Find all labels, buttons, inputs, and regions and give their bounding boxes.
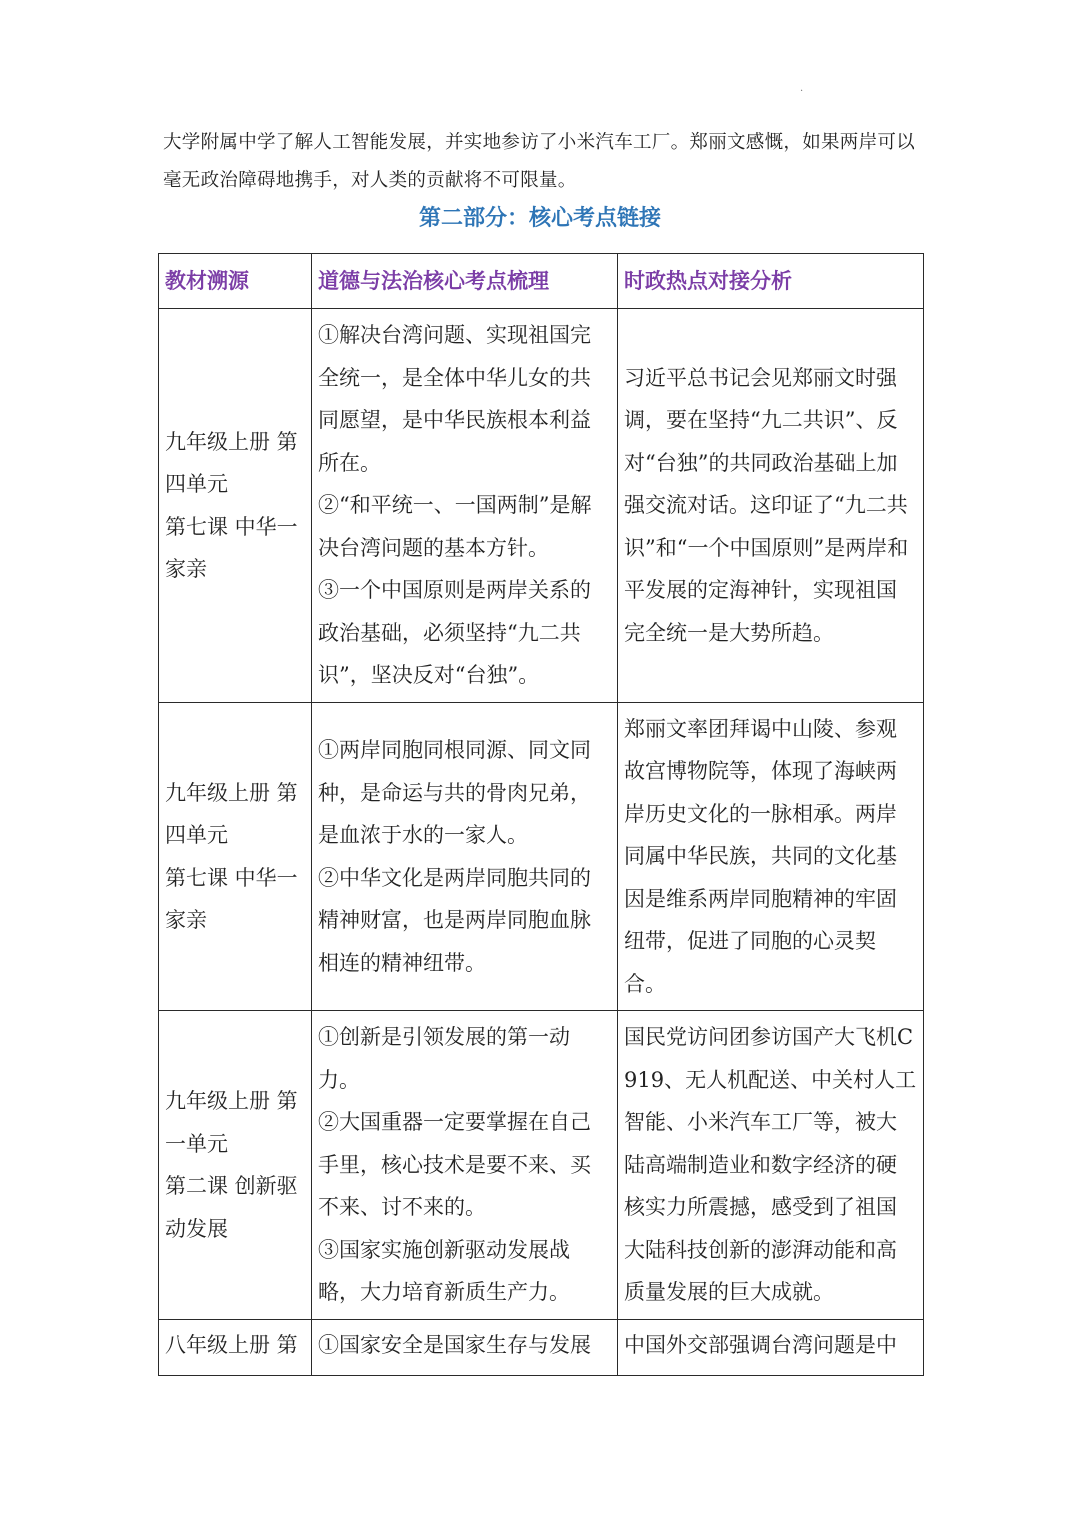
source-line: 第二课 创新驱动发展	[165, 1174, 298, 1241]
row-source	[159, 703, 312, 1011]
section-title: 第二部分：核心考点链接	[418, 205, 661, 231]
corner-mark: .	[800, 83, 804, 94]
source-line: 八年级上册 第	[165, 1333, 298, 1357]
source-line: 九年级上册 第四单元	[165, 780, 298, 847]
table-row	[159, 1011, 924, 1320]
header-source: 教材溯源	[159, 254, 312, 309]
source-line: 九年级上册 第四单元	[165, 429, 298, 496]
header-analysis: 时政热点对接分析	[618, 254, 924, 309]
source-line: 第七课 中华一家亲	[165, 865, 298, 932]
source-line: 第七课 中华一家亲	[165, 514, 298, 581]
row-points	[312, 703, 618, 1011]
row-source	[159, 1011, 312, 1320]
table-header-row	[159, 254, 924, 309]
row-source	[159, 1320, 312, 1376]
point-item: ②中华文化是两岸同胞共同的精神财富，也是两岸同胞血脉相连的精神纽带。	[318, 865, 591, 975]
analysis-text: 中国外交部强调台湾问题是中	[624, 1333, 897, 1357]
point-item: ②大国重器一定要掌握在自己手里，核心技术是要不来、买不来、讨不来的。	[318, 1110, 591, 1220]
point-item: ①国家安全是国家生存与发展	[318, 1333, 591, 1357]
row-source	[159, 309, 312, 703]
table-row	[159, 309, 924, 703]
row-points	[312, 1011, 618, 1320]
point-item: ③一个中国原则是两岸关系的政治基础，必须坚持“九二共识”，坚决反对“台独”。	[318, 578, 591, 688]
row-analysis	[618, 1320, 924, 1376]
header-points: 道德与法治核心考点梳理	[312, 254, 618, 309]
intro-paragraph: 大学附属中学了解人工智能发展，并实地参访了小米汽车工厂。郑丽文感慨，如果两岸可以毫无政治障碍地携手，对人类的贡献将不可限量。	[163, 132, 916, 191]
analysis-text: 习近平总书记会见郑丽文时强调，要在坚持“九二共识”、反对“台独”的共同政治基础上加强交流对话。这印证了“九二共识”和“一个中国原则”是两岸和平发展的定海神针，实现祖国完全统一是大势所趋。	[624, 365, 909, 645]
source-line: 九年级上册 第一单元	[165, 1089, 298, 1156]
row-analysis	[618, 1011, 924, 1320]
row-points	[312, 309, 618, 703]
analysis-text: 郑丽文率团拜谒中山陵、参观故宫博物院等，体现了海峡两岸历史文化的一脉相承。两岸同属中华民族，共同的文化基因是维系两岸同胞精神的牢固纽带，促进了同胞的心灵契合。	[624, 716, 897, 996]
point-item: ①解决台湾问题、实现祖国完全统一，是全体中华儿女的共同愿望，是中华民族根本利益所在。	[318, 323, 591, 475]
point-item: ②“和平统一、一国两制”是解决台湾问题的基本方针。	[318, 493, 592, 560]
analysis-text: 国民党访问团参访国产大飞机C919、无人机配送、中关村人工智能、小米汽车工厂等，被大陆高端制造业和数字经济的硬核实力所震撼，感受到了祖国大陆科技创新的澎湃动能和高质量发展的巨大成就。	[624, 1025, 917, 1305]
point-item: ③国家实施创新驱动发展战略，大力培育新质生产力。	[318, 1237, 570, 1305]
row-analysis	[618, 703, 924, 1011]
point-item: ①创新是引领发展的第一动力。	[318, 1025, 570, 1092]
table-row	[159, 703, 924, 1011]
table-row	[159, 1320, 924, 1376]
point-item: ①两岸同胞同根同源、同文同种，是命运与共的骨肉兄弟，是血浓于水的一家人。	[318, 738, 591, 847]
core-points-table	[158, 253, 924, 1376]
row-analysis	[618, 309, 924, 703]
row-points	[312, 1320, 618, 1376]
